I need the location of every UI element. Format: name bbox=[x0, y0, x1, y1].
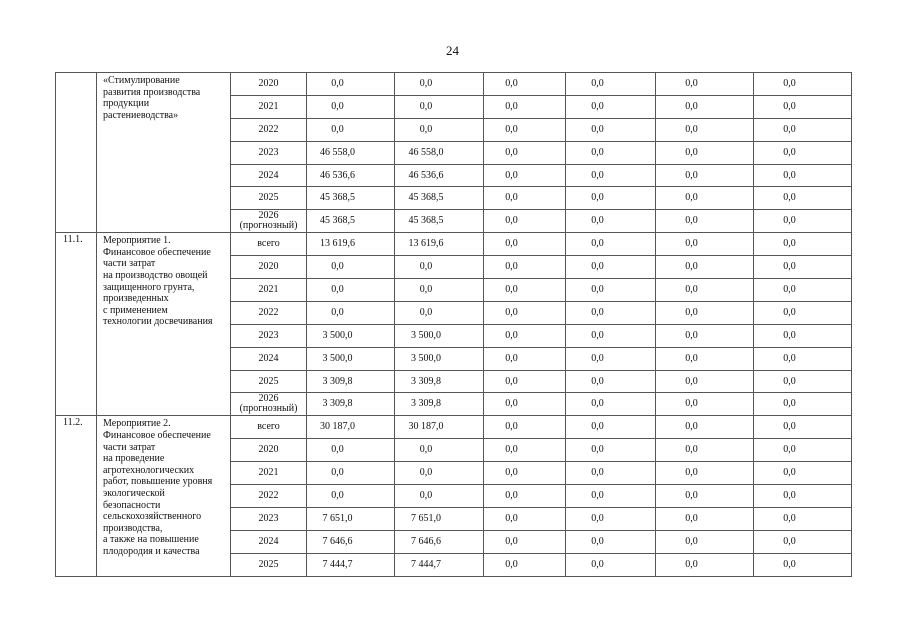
value-cell: 0,0 bbox=[754, 530, 852, 553]
value-cell: 0,0 bbox=[656, 462, 754, 485]
section-name-line: безопасности bbox=[103, 499, 161, 511]
value-cell: 0,0 bbox=[656, 507, 754, 530]
value-cell: 0,0 bbox=[566, 393, 656, 416]
value-cell: 46 536,6 bbox=[307, 164, 395, 187]
section-name-line: с применением bbox=[103, 304, 168, 316]
value-cell: 0,0 bbox=[484, 324, 566, 347]
value-cell: 0,0 bbox=[754, 118, 852, 141]
value-cell: 0,0 bbox=[566, 256, 656, 279]
section-name-line: Мероприятие 1. bbox=[103, 235, 171, 247]
year-cell: 2024 bbox=[231, 530, 307, 553]
value-cell: 3 309,8 bbox=[307, 370, 395, 393]
value-cell: 0,0 bbox=[656, 416, 754, 439]
section-name-line: работ, повышение уровня bbox=[103, 476, 213, 488]
value-cell: 0,0 bbox=[395, 462, 484, 485]
value-cell: 0,0 bbox=[656, 485, 754, 508]
value-cell: 0,0 bbox=[656, 187, 754, 210]
value-cell: 30 187,0 bbox=[307, 416, 395, 439]
value-cell: 0,0 bbox=[754, 210, 852, 233]
value-cell: 0,0 bbox=[484, 141, 566, 164]
value-cell: 0,0 bbox=[566, 141, 656, 164]
value-cell: 0,0 bbox=[484, 301, 566, 324]
section-name-line: плодородия и качества bbox=[103, 545, 200, 557]
section-name-line: агротехнологических bbox=[103, 464, 195, 476]
value-cell: 0,0 bbox=[656, 118, 754, 141]
value-cell: 0,0 bbox=[656, 141, 754, 164]
budget-table-body bbox=[56, 73, 852, 577]
value-cell: 0,0 bbox=[307, 73, 395, 96]
section-name-line: защищенного грунта, bbox=[103, 281, 195, 293]
value-cell: 0,0 bbox=[566, 439, 656, 462]
section-name-line: сельскохозяйственного bbox=[103, 511, 202, 523]
value-cell: 0,0 bbox=[566, 462, 656, 485]
budget-table bbox=[55, 72, 852, 577]
section-name-line: Финансовое обеспечение bbox=[103, 429, 211, 441]
value-cell: 0,0 bbox=[395, 301, 484, 324]
section-name-line: Финансовое обеспечение bbox=[103, 246, 211, 258]
year-cell: 2023 bbox=[231, 141, 307, 164]
year-cell: всего bbox=[231, 416, 307, 439]
value-cell: 7 444,7 bbox=[395, 553, 484, 576]
value-cell: 7 646,6 bbox=[395, 530, 484, 553]
section-name bbox=[97, 73, 231, 233]
value-cell: 0,0 bbox=[656, 324, 754, 347]
value-cell: 0,0 bbox=[484, 485, 566, 508]
value-cell: 46 558,0 bbox=[395, 141, 484, 164]
value-cell: 45 368,5 bbox=[307, 210, 395, 233]
value-cell: 0,0 bbox=[484, 553, 566, 576]
value-cell: 0,0 bbox=[754, 393, 852, 416]
value-cell: 0,0 bbox=[566, 370, 656, 393]
value-cell: 0,0 bbox=[395, 439, 484, 462]
value-cell: 3 500,0 bbox=[395, 324, 484, 347]
table-row bbox=[56, 73, 852, 96]
value-cell: 0,0 bbox=[754, 164, 852, 187]
section-name-line: развития производства bbox=[103, 86, 201, 98]
value-cell: 0,0 bbox=[656, 73, 754, 96]
value-cell: 0,0 bbox=[395, 73, 484, 96]
value-cell: 0,0 bbox=[656, 530, 754, 553]
value-cell: 7 651,0 bbox=[395, 507, 484, 530]
value-cell: 0,0 bbox=[754, 416, 852, 439]
year-cell: 2022 bbox=[231, 301, 307, 324]
value-cell: 0,0 bbox=[484, 347, 566, 370]
section-name-line: производства, bbox=[103, 522, 163, 534]
value-cell: 46 558,0 bbox=[307, 141, 395, 164]
value-cell: 0,0 bbox=[656, 393, 754, 416]
value-cell: 0,0 bbox=[656, 439, 754, 462]
value-cell: 0,0 bbox=[484, 530, 566, 553]
value-cell: 0,0 bbox=[484, 164, 566, 187]
value-cell: 0,0 bbox=[307, 95, 395, 118]
year-cell: 2022 bbox=[231, 485, 307, 508]
value-cell: 0,0 bbox=[307, 485, 395, 508]
value-cell: 0,0 bbox=[566, 507, 656, 530]
value-cell: 0,0 bbox=[566, 416, 656, 439]
value-cell: 0,0 bbox=[566, 301, 656, 324]
section-name-line: растениеводства» bbox=[103, 109, 179, 121]
year-cell: 2024 bbox=[231, 164, 307, 187]
year-cell: 2021 bbox=[231, 279, 307, 302]
value-cell: 0,0 bbox=[656, 95, 754, 118]
value-cell: 3 309,8 bbox=[395, 393, 484, 416]
value-cell: 13 619,6 bbox=[395, 233, 484, 256]
value-cell: 0,0 bbox=[484, 256, 566, 279]
value-cell: 0,0 bbox=[656, 553, 754, 576]
year-cell: 2022 bbox=[231, 118, 307, 141]
value-cell: 0,0 bbox=[656, 347, 754, 370]
value-cell: 0,0 bbox=[484, 73, 566, 96]
value-cell: 0,0 bbox=[484, 393, 566, 416]
value-cell: 3 500,0 bbox=[307, 324, 395, 347]
value-cell: 45 368,5 bbox=[395, 210, 484, 233]
section-name-line: произведенных bbox=[103, 293, 169, 305]
value-cell: 0,0 bbox=[484, 187, 566, 210]
section-name-line: Мероприятие 2. bbox=[103, 418, 171, 430]
value-cell: 46 536,6 bbox=[395, 164, 484, 187]
value-cell: 0,0 bbox=[566, 233, 656, 256]
section-number bbox=[56, 73, 97, 233]
value-cell: 30 187,0 bbox=[395, 416, 484, 439]
value-cell: 0,0 bbox=[754, 73, 852, 96]
value-cell: 3 309,8 bbox=[307, 393, 395, 416]
value-cell: 0,0 bbox=[754, 347, 852, 370]
value-cell: 0,0 bbox=[484, 439, 566, 462]
year-cell: всего bbox=[231, 233, 307, 256]
value-cell: 0,0 bbox=[484, 95, 566, 118]
year-cell: 2020 bbox=[231, 73, 307, 96]
section-name bbox=[97, 416, 231, 576]
value-cell: 0,0 bbox=[566, 279, 656, 302]
value-cell: 0,0 bbox=[754, 507, 852, 530]
section-name-line: части затрат bbox=[103, 441, 156, 453]
value-cell: 0,0 bbox=[566, 164, 656, 187]
value-cell: 0,0 bbox=[656, 164, 754, 187]
value-cell: 0,0 bbox=[656, 370, 754, 393]
value-cell: 0,0 bbox=[566, 187, 656, 210]
value-cell: 0,0 bbox=[307, 279, 395, 302]
value-cell: 0,0 bbox=[754, 485, 852, 508]
value-cell: 0,0 bbox=[307, 439, 395, 462]
value-cell: 0,0 bbox=[395, 279, 484, 302]
value-cell: 0,0 bbox=[395, 256, 484, 279]
value-cell: 0,0 bbox=[484, 507, 566, 530]
year-cell: 2020 bbox=[231, 256, 307, 279]
year-cell: 2023 bbox=[231, 324, 307, 347]
year-cell: 2020 bbox=[231, 439, 307, 462]
value-cell: 0,0 bbox=[484, 370, 566, 393]
year-cell: 2023 bbox=[231, 507, 307, 530]
section-name-line: части затрат bbox=[103, 258, 156, 270]
value-cell: 0,0 bbox=[754, 279, 852, 302]
value-cell: 0,0 bbox=[307, 118, 395, 141]
value-cell: 3 500,0 bbox=[307, 347, 395, 370]
value-cell: 0,0 bbox=[566, 485, 656, 508]
section-name bbox=[97, 233, 231, 416]
value-cell: 7 646,6 bbox=[307, 530, 395, 553]
section-number: 11.2. bbox=[56, 416, 97, 576]
section-name-line: экологической bbox=[103, 487, 165, 499]
table-row bbox=[56, 416, 852, 439]
section-name-line: на производство овощей bbox=[103, 270, 208, 282]
value-cell: 45 368,5 bbox=[307, 187, 395, 210]
year-cell: 2025 bbox=[231, 187, 307, 210]
value-cell: 0,0 bbox=[656, 279, 754, 302]
year-cell: 2024 bbox=[231, 347, 307, 370]
value-cell: 0,0 bbox=[754, 233, 852, 256]
value-cell: 3 309,8 bbox=[395, 370, 484, 393]
value-cell: 0,0 bbox=[395, 485, 484, 508]
value-cell: 0,0 bbox=[566, 210, 656, 233]
value-cell: 0,0 bbox=[656, 301, 754, 324]
value-cell: 0,0 bbox=[307, 301, 395, 324]
value-cell: 7 651,0 bbox=[307, 507, 395, 530]
section-name-line: технологии досвечивания bbox=[103, 316, 213, 328]
section-name-line: а также на повышение bbox=[103, 534, 199, 546]
value-cell: 0,0 bbox=[566, 530, 656, 553]
year-cell: 2021 bbox=[231, 462, 307, 485]
year-cell: 2025 bbox=[231, 370, 307, 393]
value-cell: 0,0 bbox=[754, 553, 852, 576]
table-row bbox=[56, 233, 852, 256]
value-cell: 0,0 bbox=[566, 95, 656, 118]
value-cell: 0,0 bbox=[307, 256, 395, 279]
value-cell: 7 444,7 bbox=[307, 553, 395, 576]
section-number: 11.1. bbox=[56, 233, 97, 416]
value-cell: 0,0 bbox=[566, 73, 656, 96]
value-cell: 0,0 bbox=[484, 279, 566, 302]
value-cell: 0,0 bbox=[754, 141, 852, 164]
value-cell: 0,0 bbox=[566, 118, 656, 141]
value-cell: 0,0 bbox=[484, 416, 566, 439]
value-cell: 0,0 bbox=[484, 233, 566, 256]
section-name-line: «Стимулирование bbox=[103, 75, 180, 86]
value-cell: 0,0 bbox=[395, 95, 484, 118]
value-cell: 0,0 bbox=[754, 187, 852, 210]
value-cell: 13 619,6 bbox=[307, 233, 395, 256]
value-cell: 0,0 bbox=[566, 347, 656, 370]
value-cell: 0,0 bbox=[566, 553, 656, 576]
value-cell: 0,0 bbox=[754, 256, 852, 279]
value-cell: 0,0 bbox=[484, 210, 566, 233]
year-cell: 2026 (прогнозный) bbox=[231, 210, 307, 233]
value-cell: 3 500,0 bbox=[395, 347, 484, 370]
value-cell: 0,0 bbox=[754, 439, 852, 462]
value-cell: 0,0 bbox=[754, 301, 852, 324]
value-cell: 0,0 bbox=[656, 256, 754, 279]
value-cell: 0,0 bbox=[754, 462, 852, 485]
value-cell: 0,0 bbox=[566, 324, 656, 347]
year-cell: 2021 bbox=[231, 95, 307, 118]
value-cell: 0,0 bbox=[754, 324, 852, 347]
value-cell: 0,0 bbox=[395, 118, 484, 141]
value-cell: 0,0 bbox=[484, 462, 566, 485]
value-cell: 0,0 bbox=[484, 118, 566, 141]
value-cell: 0,0 bbox=[754, 370, 852, 393]
value-cell: 0,0 bbox=[754, 95, 852, 118]
year-cell: 2025 bbox=[231, 553, 307, 576]
year-cell: 2026 (прогнозный) bbox=[231, 393, 307, 416]
value-cell: 0,0 bbox=[656, 210, 754, 233]
section-name-line: на проведение bbox=[103, 453, 165, 465]
value-cell: 0,0 bbox=[656, 233, 754, 256]
section-name-line: продукции bbox=[103, 98, 150, 110]
value-cell: 0,0 bbox=[307, 462, 395, 485]
value-cell: 45 368,5 bbox=[395, 187, 484, 210]
page-number: 24 bbox=[446, 43, 459, 58]
